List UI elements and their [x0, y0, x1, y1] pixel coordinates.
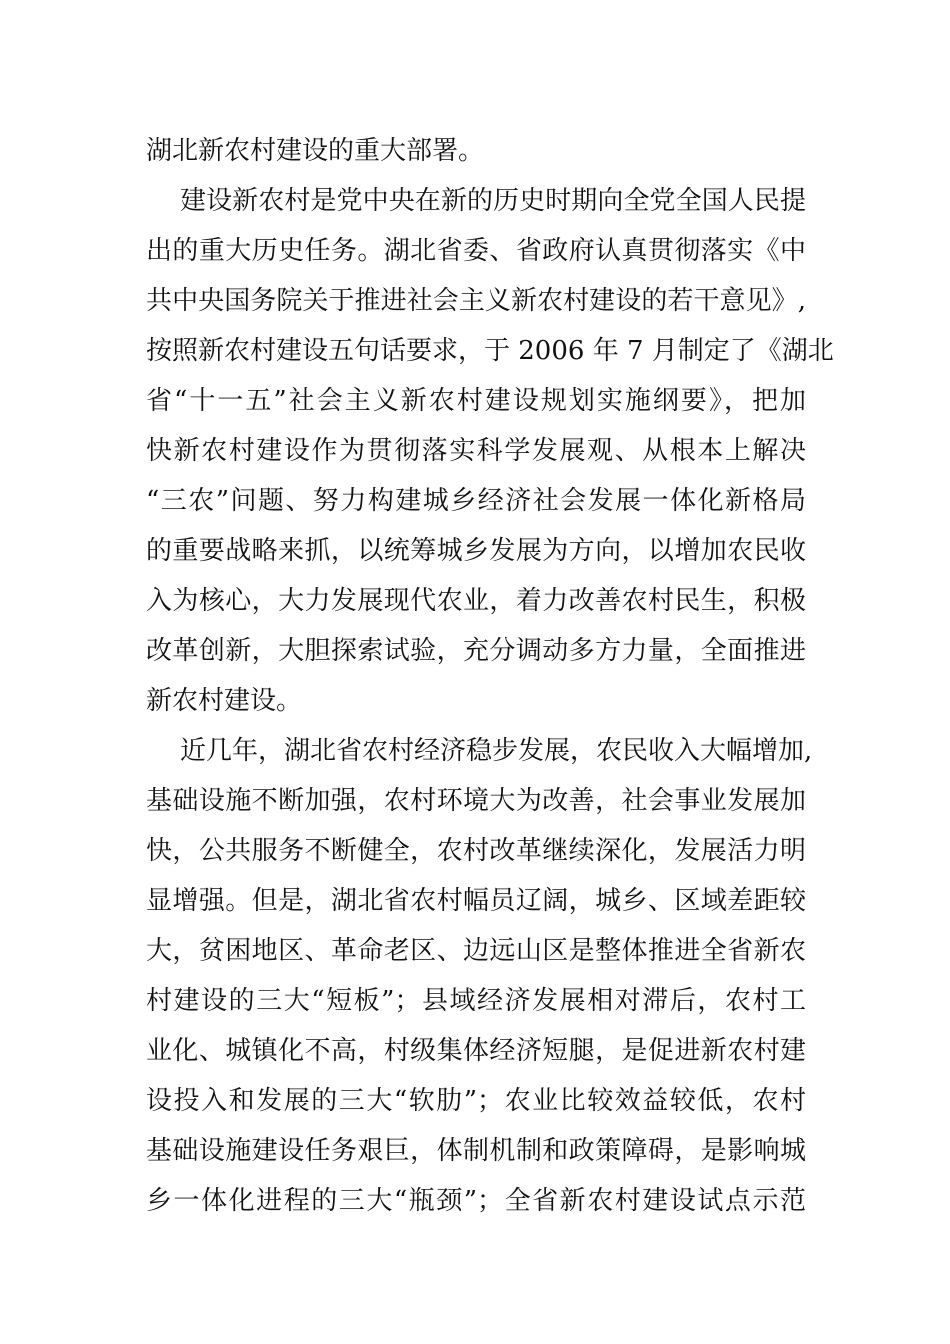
text-line: 共中央国务院关于推进社会主义新农村建设的若干意见》, — [146, 286, 806, 316]
text-line: 新农村建设。 — [146, 686, 303, 716]
text-line: 设投入和发展的三大“软肋”；农业比较效益较低，农村 — [146, 1086, 806, 1116]
text-line: 湖北新农村建设的重大部署。 — [146, 136, 485, 166]
text-line: 的重要战略来抓，以统筹城乡发展为方向，以增加农民收 — [146, 536, 806, 566]
text-line: 大，贫困地区、革命老区、边远山区是整体推进全省新农 — [146, 936, 806, 966]
text-line: 出的重大历史任务。湖北省委、省政府认真贯彻落实《中 — [146, 236, 806, 266]
text-line: 按照新农村建设五句话要求，于 2006 年 7 月制定了《湖北 — [146, 336, 834, 366]
paragraph-first-line: 建设新农村是党中央在新的历史时期向全党全国人民提 — [180, 186, 806, 216]
text-line: 显增强。但是，湖北省农村幅员辽阔，城乡、区域差距较 — [146, 886, 806, 916]
text-line: 村建设的三大“短板”；县域经济发展相对滞后，农村工 — [146, 986, 806, 1016]
text-line: 业化、城镇化不高，村级集体经济短腿，是促进新农村建 — [146, 1036, 806, 1066]
text-line: “三农”问题、努力构建城乡经济社会发展一体化新格局 — [146, 486, 806, 516]
text-line: 改革创新，大胆探索试验，充分调动多方力量，全面推进 — [146, 636, 806, 666]
text-line: 快，公共服务不断健全，农村改革继续深化，发展活力明 — [146, 836, 806, 866]
text-line: 入为核心，大力发展现代农业，着力改善农村民生，积极 — [146, 586, 806, 616]
text-line: 快新农村建设作为贯彻落实科学发展观、从根本上解决 — [146, 436, 806, 466]
text-line: 基础设施建设任务艰巨，体制机制和政策障碍，是影响城 — [146, 1136, 806, 1166]
text-line: 乡一体化进程的三大“瓶颈”；全省新农村建设试点示范 — [146, 1186, 806, 1216]
paragraph-first-line: 近几年，湖北省农村经济稳步发展，农民收入大幅增加, — [180, 736, 813, 766]
text-line: 基础设施不断加强，农村环境大为改善，社会事业发展加 — [146, 786, 806, 816]
text-line: 省“十一五”社会主义新农村建设规划实施纲要》，把加 — [146, 386, 806, 416]
